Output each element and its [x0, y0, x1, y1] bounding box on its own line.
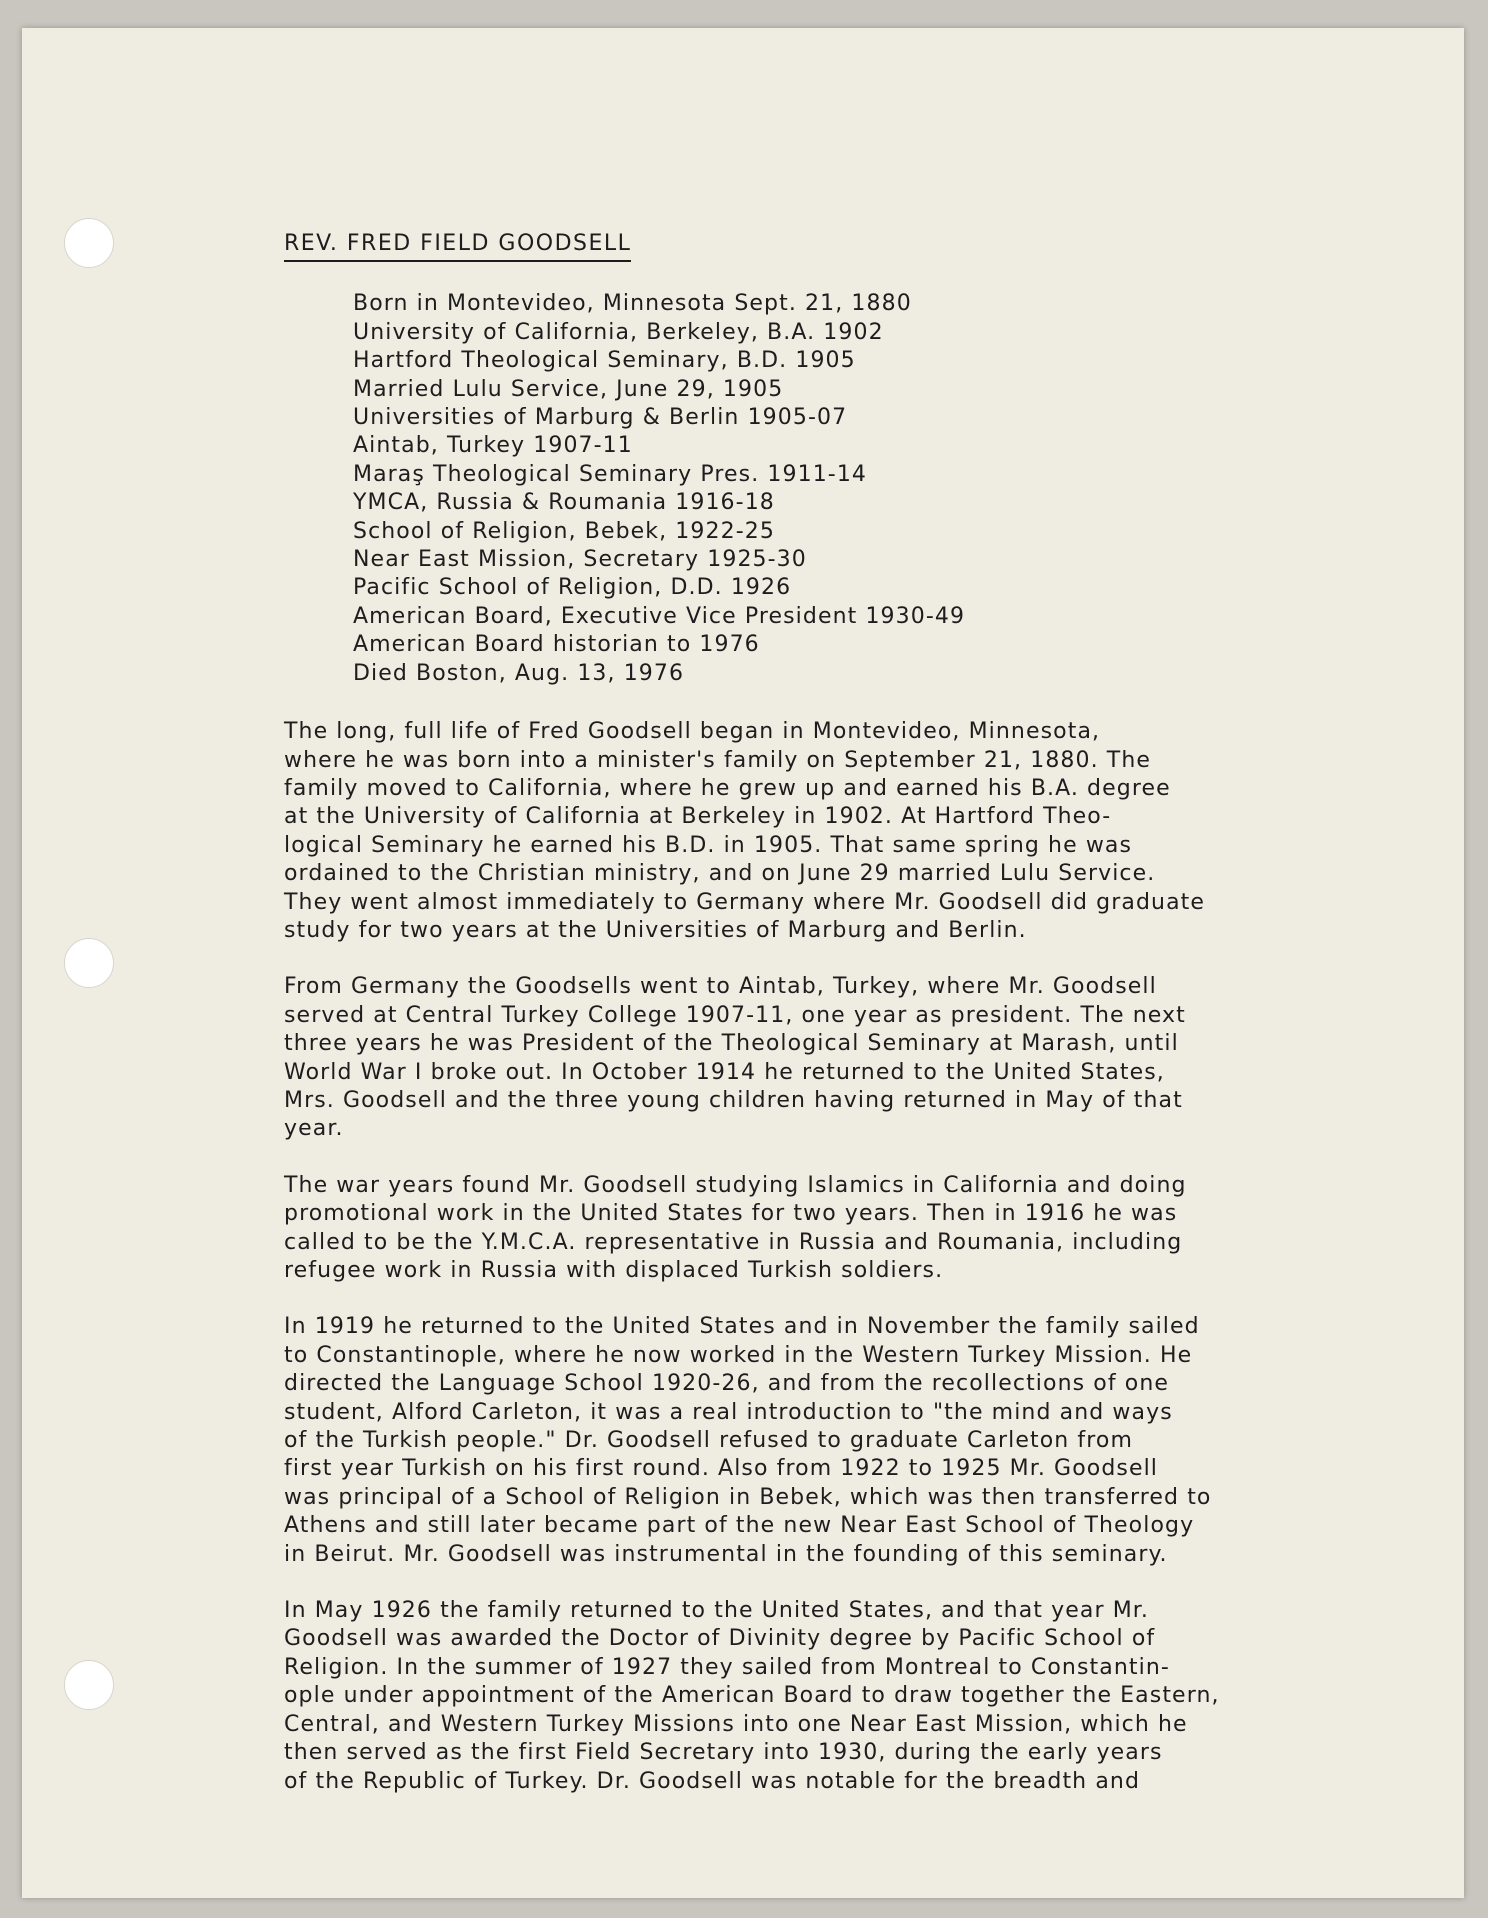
paragraph-line: Athens and still later became part of the new Near East School of Theology	[284, 1513, 1195, 1539]
paragraph-line: study for two years at the Universities of Marburg and Berlin.	[284, 917, 1027, 943]
paragraph	[284, 1313, 1392, 1569]
paragraph-line: refugee work in Russia with displaced Turkish soldiers.	[284, 1258, 944, 1283]
biography-timeline	[353, 290, 1392, 688]
timeline-item: Born in Montevideo, Minnesota Sept. 21, 1880	[353, 291, 912, 317]
paragraph-line: Mrs. Goodsell and the three young children having returned in May of that	[284, 1087, 1183, 1113]
binder-hole	[64, 218, 114, 268]
paragraph-line: From Germany the Goodsells went to Aintab, Turkey, where Mr. Goodsell	[284, 974, 1157, 1000]
paragraph-line: Goodsell was awarded the Doctor of Divinity degree by Pacific School of	[284, 1626, 1156, 1652]
timeline-item: Married Lulu Service, June 29, 1905	[353, 376, 784, 402]
paragraph-line: served at Central Turkey College 1907-11, one year as president. The next	[284, 1002, 1186, 1028]
paragraph-line: of the Turkish people." Dr. Goodsell refused to graduate Carleton from	[284, 1428, 1134, 1454]
document-page	[22, 28, 1464, 1898]
timeline-item: American Board, Executive Vice President 1930-49	[353, 603, 966, 629]
binder-hole	[64, 938, 114, 988]
paragraph-line: to Constantinople, where he now worked in the Western Turkey Mission. He	[284, 1342, 1193, 1368]
paragraph-line: student, Alford Carleton, it was a real introduction to "the mind and ways	[284, 1399, 1173, 1425]
paragraph-line: logical Seminary he earned his B.D. in 1905. That same spring he was	[284, 832, 1133, 858]
paragraph-line: Central, and Western Turkey Missions into one Near East Mission, which he	[284, 1711, 1188, 1737]
paragraph-line: three years he was President of the Theological Seminary at Marash, until	[284, 1031, 1179, 1057]
paragraph-line: in Beirut. Mr. Goodsell was instrumental in the founding of this seminary.	[284, 1541, 1168, 1567]
timeline-item: Hartford Theological Seminary, B.D. 1905	[353, 348, 856, 374]
paragraph-line: In May 1926 the family returned to the United States, and that year Mr.	[284, 1598, 1149, 1624]
paragraph-line: The long, full life of Fred Goodsell began in Montevideo, Minnesota,	[284, 719, 1101, 745]
paragraph-line: then served as the first Field Secretary into 1930, during the early years	[284, 1740, 1163, 1766]
timeline-item: YMCA, Russia & Roumania 1916-18	[353, 490, 775, 516]
paragraph-line: was principal of a School of Religion in Bebek, which was then transferred to	[284, 1484, 1212, 1510]
document-title: REV. FRED FIELD GOODSELL	[284, 230, 631, 262]
paragraph-line: ople under appointment of the American Board to draw together the Eastern,	[284, 1683, 1220, 1709]
paragraph-line: of the Republic of Turkey. Dr. Goodsell was notable for the breadth and	[284, 1768, 1141, 1794]
timeline-item: Universities of Marburg & Berlin 1905-07	[353, 405, 848, 431]
paragraph-line: where he was born into a minister's family on September 21, 1880. The	[284, 747, 1152, 773]
paragraph	[284, 1597, 1392, 1796]
paragraph-line: family moved to California, where he grew up and earned his B.A. degree	[284, 775, 1171, 801]
timeline-item: American Board historian to 1976	[353, 632, 760, 658]
timeline-item: Maraş Theological Seminary Pres. 1911-14	[353, 461, 868, 487]
timeline-item: Pacific School of Religion, D.D. 1926	[353, 575, 792, 601]
paragraph-line: called to be the Y.M.C.A. representative in Russia and Roumania, including	[284, 1229, 1183, 1255]
paragraph-line: at the University of California at Berkeley in 1902. At Hartford Theo-	[284, 804, 1112, 830]
paragraph-line: first year Turkish on his first round. Also from 1922 to 1925 Mr. Goodsell	[284, 1456, 1159, 1482]
biography-paragraphs	[262, 718, 1392, 1796]
paragraph-line: year.	[284, 1116, 344, 1142]
paragraph-line: promotional work in the United States for two years. Then in 1916 he was	[284, 1201, 1178, 1227]
timeline-item: Died Boston, Aug. 13, 1976	[353, 660, 685, 686]
paragraph-line: World War I broke out. In October 1914 he returned to the United States,	[284, 1059, 1165, 1085]
paragraph-line: The war years found Mr. Goodsell studying Islamics in California and doing	[284, 1172, 1187, 1198]
paragraph-line: They went almost immediately to Germany where Mr. Goodsell did graduate	[284, 889, 1206, 915]
document-body	[262, 230, 1392, 1824]
timeline-item: Near East Mission, Secretary 1925-30	[353, 547, 807, 573]
paragraph	[284, 973, 1392, 1143]
paragraph-line: directed the Language School 1920-26, and from the recollections of one	[284, 1371, 1169, 1397]
paragraph	[284, 718, 1392, 945]
paragraph-line: ordained to the Christian ministry, and on June 29 married Lulu Service.	[284, 861, 1156, 887]
timeline-item: Aintab, Turkey 1907-11	[353, 433, 633, 459]
binder-hole	[64, 1660, 114, 1710]
paragraph	[284, 1172, 1392, 1286]
paragraph-line: In 1919 he returned to the United States and in November the family sailed	[284, 1314, 1200, 1340]
paragraph-line: Religion. In the summer of 1927 they sailed from Montreal to Constantin-	[284, 1654, 1170, 1680]
timeline-item: University of California, Berkeley, B.A. 1902	[353, 319, 884, 345]
timeline-item: School of Religion, Bebek, 1922-25	[353, 518, 775, 544]
